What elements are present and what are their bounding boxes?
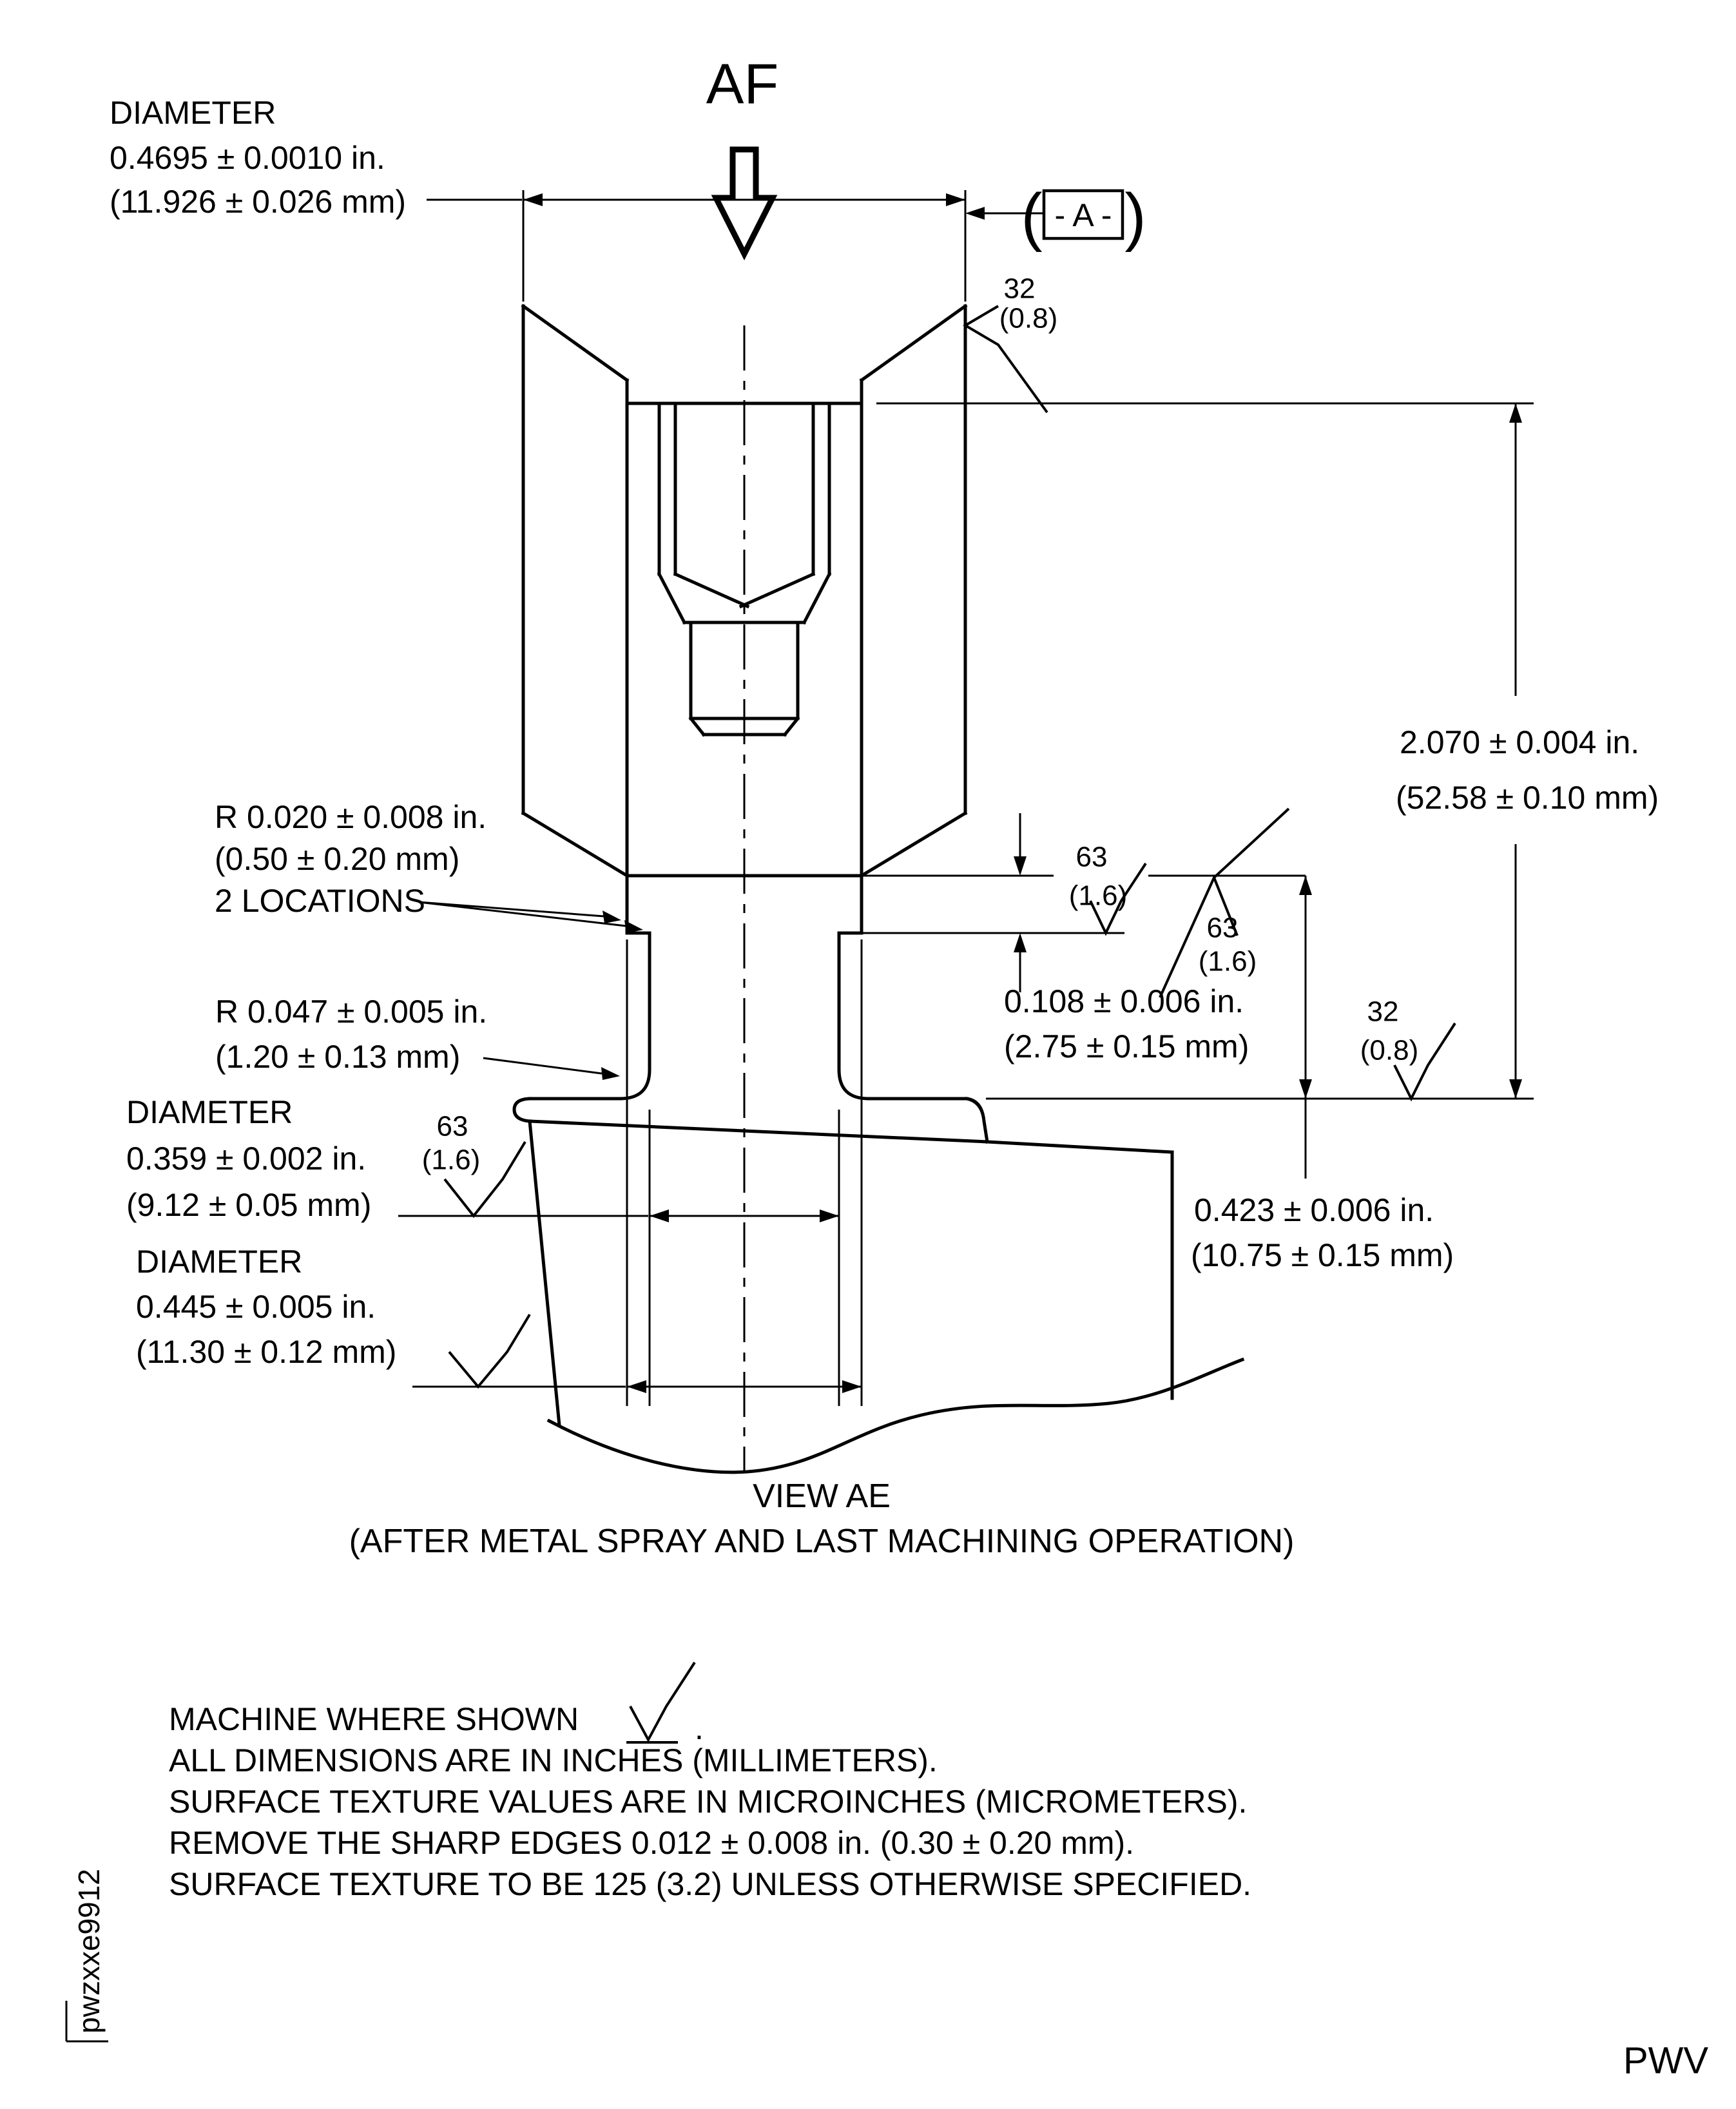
- dim-top-diameter: [110, 95, 965, 302]
- datum-paren-close: ): [1124, 180, 1146, 253]
- cone-right: [862, 813, 965, 876]
- dim-height-2070: [876, 403, 1659, 1099]
- view-caption-subtitle: (AFTER METAL SPRAY AND LAST MACHINING OPERATION): [349, 1523, 1295, 1560]
- leader: [483, 1058, 602, 1074]
- label: 0.359 ± 0.002 in.: [126, 1141, 367, 1177]
- finish-value: 32: [1003, 273, 1036, 305]
- label: (1.20 ± 0.13 mm): [215, 1039, 461, 1075]
- finish-metric: (1.6): [421, 1144, 481, 1176]
- notes-block: [169, 1662, 1251, 1902]
- arrowhead: [946, 193, 965, 206]
- finish-value: 32: [1367, 996, 1399, 1028]
- label: R 0.020 ± 0.008 in.: [215, 799, 487, 835]
- countersink-left: [523, 306, 627, 380]
- label: 0.445 ± 0.005 in.: [136, 1289, 376, 1325]
- finish-metric: (0.8): [999, 302, 1058, 334]
- figure-id: [66, 1869, 108, 2041]
- note-line-1-period: .: [695, 1710, 704, 1746]
- datum-label: - A -: [1054, 197, 1112, 233]
- finish-metric: (1.6): [1068, 880, 1128, 912]
- part-outline: [514, 306, 1242, 1472]
- note-line-4: REMOVE THE SHARP EDGES 0.012 ± 0.008 in. (0.30 ± 0.20 mm).: [169, 1825, 1135, 1861]
- stud-chamfer-right: [785, 718, 798, 735]
- finish-value: 63: [436, 1110, 468, 1142]
- arrowhead: [842, 1380, 862, 1393]
- countersink-right: [862, 306, 965, 380]
- arrowhead: [1299, 876, 1312, 895]
- label: (0.50 ± 0.20 mm): [215, 841, 460, 877]
- view-caption-title: VIEW AE: [753, 1478, 891, 1515]
- finish-32-spray: [1360, 996, 1455, 1099]
- note-line-5: SURFACE TEXTURE TO BE 125 (3.2) UNLESS OTHERWISE SPECIFIED.: [169, 1866, 1252, 1902]
- spray-left-nose: [514, 1099, 530, 1121]
- neck-wall-right-fillet: [839, 933, 869, 1099]
- dim-radius-0020: [215, 799, 643, 933]
- label: (52.58 ± 0.10 mm): [1396, 780, 1659, 816]
- label: 0.423 ± 0.006 in.: [1194, 1192, 1434, 1228]
- arrowhead: [624, 920, 643, 933]
- arrowhead: [1014, 856, 1027, 876]
- spray-right-cap: [967, 1099, 987, 1142]
- arrowhead: [627, 1380, 646, 1393]
- body-wall-left: [530, 1121, 559, 1425]
- finish-32-wall: [965, 273, 1057, 413]
- label: 0.4695 ± 0.0010 in.: [110, 140, 385, 176]
- finish-metric: (0.8): [1360, 1034, 1419, 1066]
- label: R 0.047 ± 0.005 in.: [215, 994, 488, 1030]
- arrowhead: [603, 910, 621, 923]
- arrowhead: [601, 1067, 620, 1080]
- label: (2.75 ± 0.15 mm): [1004, 1028, 1249, 1064]
- arrowhead: [1299, 1079, 1312, 1099]
- label: 2 LOCATIONS: [215, 883, 425, 919]
- surface-finish-icon: [449, 1315, 530, 1387]
- cone-left: [523, 813, 627, 876]
- label: 0.108 ± 0.006 in.: [1004, 983, 1244, 1019]
- finish-value: 63: [1206, 912, 1239, 944]
- datum-a: [965, 180, 1146, 253]
- label: (11.30 ± 0.12 mm): [136, 1334, 397, 1370]
- break-line: [549, 1360, 1242, 1472]
- arrowhead: [1509, 1079, 1522, 1099]
- finish-63-band-bottom: [1069, 842, 1146, 934]
- nut-chamfer-left: [675, 574, 747, 606]
- arrowhead: [650, 1209, 669, 1222]
- arrowhead: [820, 1209, 839, 1222]
- note-line-1: MACHINE WHERE SHOWN: [169, 1701, 579, 1737]
- label: (9.12 ± 0.05 mm): [126, 1187, 372, 1223]
- dim-radius-0047: [215, 994, 620, 1080]
- view-direction-arrow-icon: [716, 149, 773, 254]
- label: 2.070 ± 0.004 in.: [1400, 724, 1640, 760]
- page-code: PWV: [1623, 2039, 1709, 2082]
- washer-side-left: [659, 574, 684, 622]
- finish-value: 63: [1075, 841, 1108, 873]
- arrowhead: [965, 207, 985, 220]
- label: (11.926 ± 0.026 mm): [110, 184, 407, 220]
- finish-63-band-top: [1160, 809, 1289, 997]
- label: DIAMETER: [136, 1244, 303, 1280]
- arrowhead: [1509, 403, 1522, 423]
- extension-lines: [523, 190, 965, 302]
- arrowhead: [1014, 933, 1027, 952]
- nut-chamfer-right: [741, 574, 813, 606]
- finish-metric: (1.6): [1198, 945, 1257, 977]
- note-line-3: SURFACE TEXTURE VALUES ARE IN MICROINCHES (MICROMETERS).: [169, 1784, 1248, 1820]
- label: DIAMETER: [126, 1094, 293, 1130]
- view-arrow-label: AF: [706, 52, 779, 116]
- leaders: [419, 902, 626, 926]
- figure-id-text: pwzxxe9912: [72, 1869, 106, 2034]
- label: DIAMETER: [110, 95, 276, 131]
- label: (10.75 ± 0.15 mm): [1191, 1237, 1454, 1273]
- datum-paren-open: (: [1021, 180, 1043, 253]
- surface-finish-icon: [626, 1662, 695, 1742]
- arrowhead: [523, 193, 543, 206]
- note-line-2: ALL DIMENSIONS ARE IN INCHES (MILLIMETERS).: [169, 1742, 938, 1778]
- neck-wall-left-fillet: [620, 933, 650, 1099]
- washer-side-right: [804, 574, 829, 622]
- stud-chamfer-left: [691, 718, 704, 735]
